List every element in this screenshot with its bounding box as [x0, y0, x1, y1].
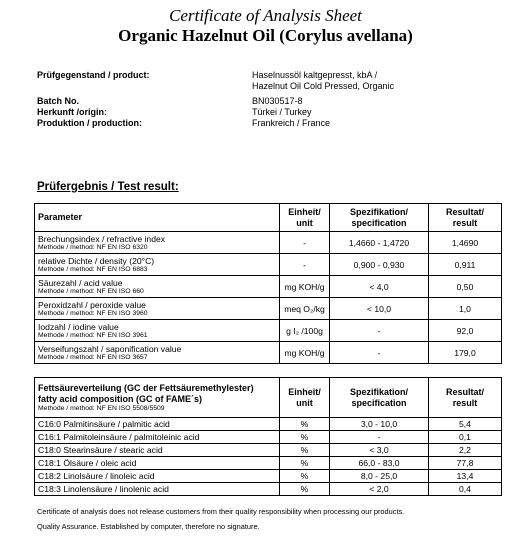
table-row — [35, 320, 502, 342]
specification-header — [330, 204, 429, 232]
spec-cell: < 3,0 — [330, 444, 429, 457]
fatty-acid-name: C16:1 Palmitoleinsäure / palmitoleinic acid — [35, 431, 280, 444]
unit-header-line2: unit — [296, 397, 313, 408]
table-row — [35, 431, 502, 444]
unit-cell: g I₂ /100g — [280, 320, 330, 342]
unit-cell: % — [280, 470, 330, 483]
table-row — [35, 418, 502, 431]
table-row — [35, 457, 502, 470]
spec-cell: - — [330, 342, 429, 364]
table-row — [35, 470, 502, 483]
fatty-acid-header-method: Methode / method: NF EN ISO 5508/5509 — [38, 404, 165, 412]
spec-header-line1: Spezifikation/ — [349, 206, 408, 217]
result-header — [429, 204, 502, 232]
spec-cell: < 10,0 — [330, 298, 429, 320]
result-header-line2: result — [452, 397, 478, 408]
table-row — [35, 276, 502, 298]
parameter-method: Methode / method: NF EN ISO 3961 — [38, 331, 148, 339]
product-title: Organic Hazelnut Oil (Corylus avellana) — [118, 26, 413, 45]
result-header-line1: Resultat/ — [445, 386, 484, 397]
spec-header-line2: specification — [351, 217, 407, 228]
spec-cell: - — [330, 431, 429, 444]
fatty-acid-table — [34, 377, 502, 496]
fatty-acid-name: C18:3 Linolensäure / linolenic acid — [35, 483, 280, 496]
parameter-method: Methode / method: NF EN ISO 3657 — [38, 353, 148, 361]
result-cell: 0,4 — [429, 483, 502, 496]
parameter-name: Brechungsindex / refractive index — [38, 233, 166, 244]
parameter-method: Methode / method: NF EN ISO 660 — [38, 287, 144, 295]
parameter-name: Peroxidzahl / peroxide value — [38, 299, 146, 310]
fatty-acid-name: C18:1 Ölsäure / oleic acid — [35, 457, 280, 470]
parameters-table — [34, 203, 502, 364]
spec-header-line2: specification — [351, 397, 407, 408]
batch-value: BN030517-8 — [252, 96, 303, 106]
unit-cell: - — [280, 232, 330, 254]
parameter-cell — [35, 276, 280, 298]
fatty-acid-name: C16:0 Palmitinsäure / palmitic acid — [35, 418, 280, 431]
result-cell: 5,4 — [429, 418, 502, 431]
product-label: Prüfgegenstand / product: — [37, 70, 150, 80]
parameter-method: Methode / method: NF EN ISO 6883 — [38, 265, 148, 273]
table-row — [35, 254, 502, 276]
spec-cell: < 4,0 — [330, 276, 429, 298]
test-result-heading: Prüfergebnis / Test result: — [37, 181, 179, 193]
unit-header — [280, 204, 330, 232]
production-label: Produktion / production: — [37, 118, 142, 128]
spec-cell: 66,0 - 83,0 — [330, 457, 429, 470]
result-cell: 1,4690 — [429, 232, 502, 254]
unit-cell: meq O₂/kg — [280, 298, 330, 320]
production-value: Frankreich / France — [252, 118, 331, 128]
table-row — [35, 342, 502, 364]
result-cell: 92,0 — [429, 320, 502, 342]
spec-cell: - — [330, 320, 429, 342]
specification-header — [330, 378, 429, 418]
batch-label: Batch No. — [37, 96, 80, 106]
origin-value: Türkei / Turkey — [252, 107, 312, 117]
unit-header-line1: Einheit/ — [288, 206, 321, 217]
table-row — [35, 444, 502, 457]
parameter-name: Säurezahl / acid value — [38, 277, 123, 288]
result-header — [429, 378, 502, 418]
quality-assurance-text: Quality Assurance. Established by computer, therefore no signature. — [37, 522, 260, 531]
unit-cell: - — [280, 254, 330, 276]
spec-cell: 0,900 - 0,930 — [330, 254, 429, 276]
fatty-acid-name: C18:2 Linolsäure / linoleic acid — [35, 470, 280, 483]
fatty-acid-header-line1: Fettsäureverteilung (GC der Fettsäuremethylester) — [38, 382, 254, 393]
unit-header — [280, 378, 330, 418]
unit-cell: mg KOH/g — [280, 276, 330, 298]
document-title: Certificate of Analysis Sheet — [169, 6, 362, 25]
parameter-method: Methode / method: NF EN ISO 3960 — [38, 309, 148, 317]
table-row — [35, 232, 502, 254]
parameter-header: Parameter — [35, 204, 280, 232]
table-header-row — [35, 204, 502, 232]
unit-header-line2: unit — [296, 217, 313, 228]
result-cell: 0,1 — [429, 431, 502, 444]
parameter-cell — [35, 254, 280, 276]
parameter-name: Iodzahl / iodine value — [38, 321, 119, 332]
product-value-line2: Hazelnut Oil Cold Pressed, Organic — [252, 81, 395, 91]
parameter-cell — [35, 298, 280, 320]
result-header-line2: result — [452, 217, 478, 228]
result-cell: 0,911 — [429, 254, 502, 276]
spec-cell: 3,0 - 10,0 — [330, 418, 429, 431]
unit-cell: % — [280, 418, 330, 431]
spec-cell: 8,0 - 25,0 — [330, 470, 429, 483]
unit-cell: % — [280, 483, 330, 496]
result-cell: 1,0 — [429, 298, 502, 320]
result-cell: 77,8 — [429, 457, 502, 470]
parameter-cell — [35, 320, 280, 342]
table-row — [35, 298, 502, 320]
result-cell: 13,4 — [429, 470, 502, 483]
result-cell: 179,0 — [429, 342, 502, 364]
table-row — [35, 483, 502, 496]
parameter-cell — [35, 342, 280, 364]
spec-cell: < 2,0 — [330, 483, 429, 496]
parameter-cell — [35, 232, 280, 254]
disclaimer-text: Certificate of analysis does not release customers from their quality responsibility when processing our products. — [37, 507, 405, 516]
fatty-acid-header — [35, 378, 280, 418]
unit-cell: % — [280, 431, 330, 444]
product-value-line1: Haselnussöl kaltgepresst, kbA / — [252, 70, 378, 80]
result-header-line1: Resultat/ — [445, 206, 484, 217]
origin-label: Herkunft /origin: — [37, 107, 107, 117]
parameter-name: relative Dichte / density (20°C) — [38, 255, 155, 266]
fatty-acid-name: C18:0 Stearinsäure / stearic acid — [35, 444, 280, 457]
unit-header-line1: Einheit/ — [288, 386, 321, 397]
table-header-row — [35, 378, 502, 418]
unit-cell: mg KOH/g — [280, 342, 330, 364]
parameter-name: Verseifungszahl / saponification value — [38, 343, 182, 354]
result-cell: 0,50 — [429, 276, 502, 298]
spec-header-line1: Spezifikation/ — [349, 386, 408, 397]
fatty-acid-header-line2: fatty acid composition (GC of FAME´s) — [38, 393, 203, 404]
unit-cell: % — [280, 444, 330, 457]
spec-cell: 1,4660 - 1,4720 — [330, 232, 429, 254]
result-cell: 2,2 — [429, 444, 502, 457]
unit-cell: % — [280, 457, 330, 470]
parameter-method: Methode / method: NF EN ISO 6320 — [38, 243, 148, 251]
